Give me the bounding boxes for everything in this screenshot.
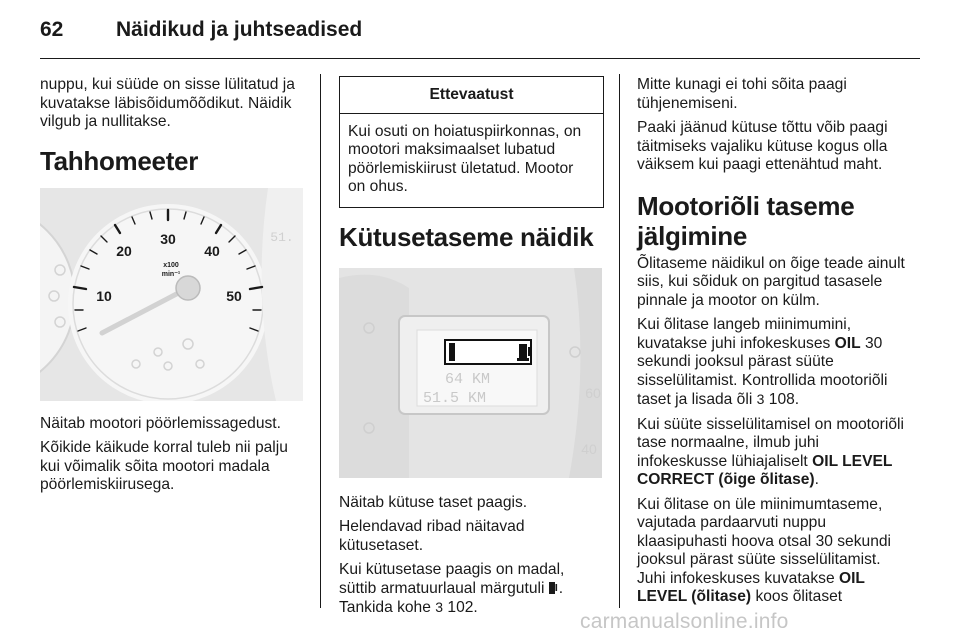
paragraph: Näitab kütuse taset paagis. [339,493,528,511]
column-divider [619,74,620,608]
header-rule [40,58,920,59]
needle-hub [176,276,200,300]
column-3 [637,76,905,613]
display-message: OIL LEVEL (õlitase) [637,569,865,605]
page-number: 62 [40,18,64,41]
tick-label: 10 [96,287,112,304]
text-run: . [558,579,564,597]
display-message: OIL [834,334,861,352]
side-tick: 60 [585,384,601,401]
section-heading-tachometer: Tahhomeeter [40,145,199,176]
text-run: koos õlitaset [755,588,843,605]
paragraph: Paaki jäänud kütuse tõttu võib paagi täitmiseks vajaliku kütuse kogus olla väiksem kui paagi ettenähtud maht. [637,119,888,173]
display-line: 64 KM [445,370,491,388]
text-run: Tankida kohe [339,599,431,616]
page-reference-link[interactable]: 3 [435,599,444,615]
side-display-value: 51. [270,229,294,245]
text-run: Kui õlitase on üle miinimumtaseme, vajutada pardaarvuti nuppu klaasipuhasti hoova otsal 30 sekundi jooksul pärast süüte sisselülitamist. Juhi infokeskuses kuvatakse [637,495,891,587]
paragraph: Kõikide käikude korral tuleb nii palju kui võimalik sõita mootori madala pöörlemiskiirusega. [40,439,288,493]
watermark-logo: carmanualsonline.info [580,610,789,633]
caution-title: Ettevaatust [340,77,603,114]
section-heading-oil: Mootoriõli taseme jälgimine [637,190,855,251]
text-run: Kui kütusetase paagis on madal, süttib armatuurlaual märgutuli [339,561,565,597]
fuel-bar-fill [449,343,455,361]
page-reference[interactable]: 108. [768,391,800,408]
fuel-gauge-figure [339,268,602,478]
caution-box [339,76,604,208]
display-message: OIL LEVEL CORRECT (õige õlitase) [637,452,893,488]
paragraph [637,496,905,607]
unit-label: x100 [163,261,179,269]
text-run: . [814,471,819,488]
tick-label: 20 [116,242,132,259]
display-line: 51.5 KM [423,389,487,407]
page-reference-link[interactable]: 3 [756,391,765,407]
tachometer-figure [40,188,303,401]
section-heading-fuel: Kütusetaseme näidik [339,221,594,252]
tick-label: 30 [160,230,176,247]
intro-paragraph: nuppu, kui süüde on sisse lülitatud ja kuvatakse läbisõidumõõdikut. Näidik vilgub ja nullitakse. [40,76,295,130]
column-1 [40,76,305,501]
caution-text: Kui osuti on hoiatuspiirkonnas, on mootori maksimaalset lubatud pöörlemiskiirust ületatud. Mootor on ohus. [348,122,582,195]
paragraph [637,416,905,490]
tick-label: 40 [204,242,220,259]
text-run: 30 sekundi jooksul pärast süüte sisselülitamist. Kontrollida mootoriõli taset ja lisada õli [637,334,888,408]
paragraph: Õlitaseme näidikul on õige teade ainult siis, kui sõiduk on pargitud tasasele pinnale ja mootor on külm. [637,254,905,309]
paragraph [637,316,905,410]
text-run: Kui süüte sisselülitamisel on mootoriõli tase normaalne, ilmub juhi infokeskusse lühiajaliselt [637,415,904,470]
unit-label: min⁻¹ [161,270,181,278]
page-reference[interactable]: 102. [447,599,478,616]
paragraph: Näitab mootori pöörlemissagedust. [40,414,281,432]
side-tick: 40 [581,440,597,457]
column-2 [339,76,604,624]
paragraph [339,561,604,618]
paragraph: Helendavad ribad näitavad kütusetaset. [339,518,525,554]
column-divider [320,74,321,608]
running-title: Näidikud ja juhtseadised [116,18,363,41]
tick-label: 50 [226,287,242,304]
text-run: Kui õlitase langeb miinimumini, kuvatakse juhi infokeskuses [637,316,852,352]
page-header [0,0,960,60]
paragraph: Mitte kunagi ei tohi sõita paagi tühjenemiseni. [637,76,847,112]
fuel-pump-icon [549,582,559,594]
